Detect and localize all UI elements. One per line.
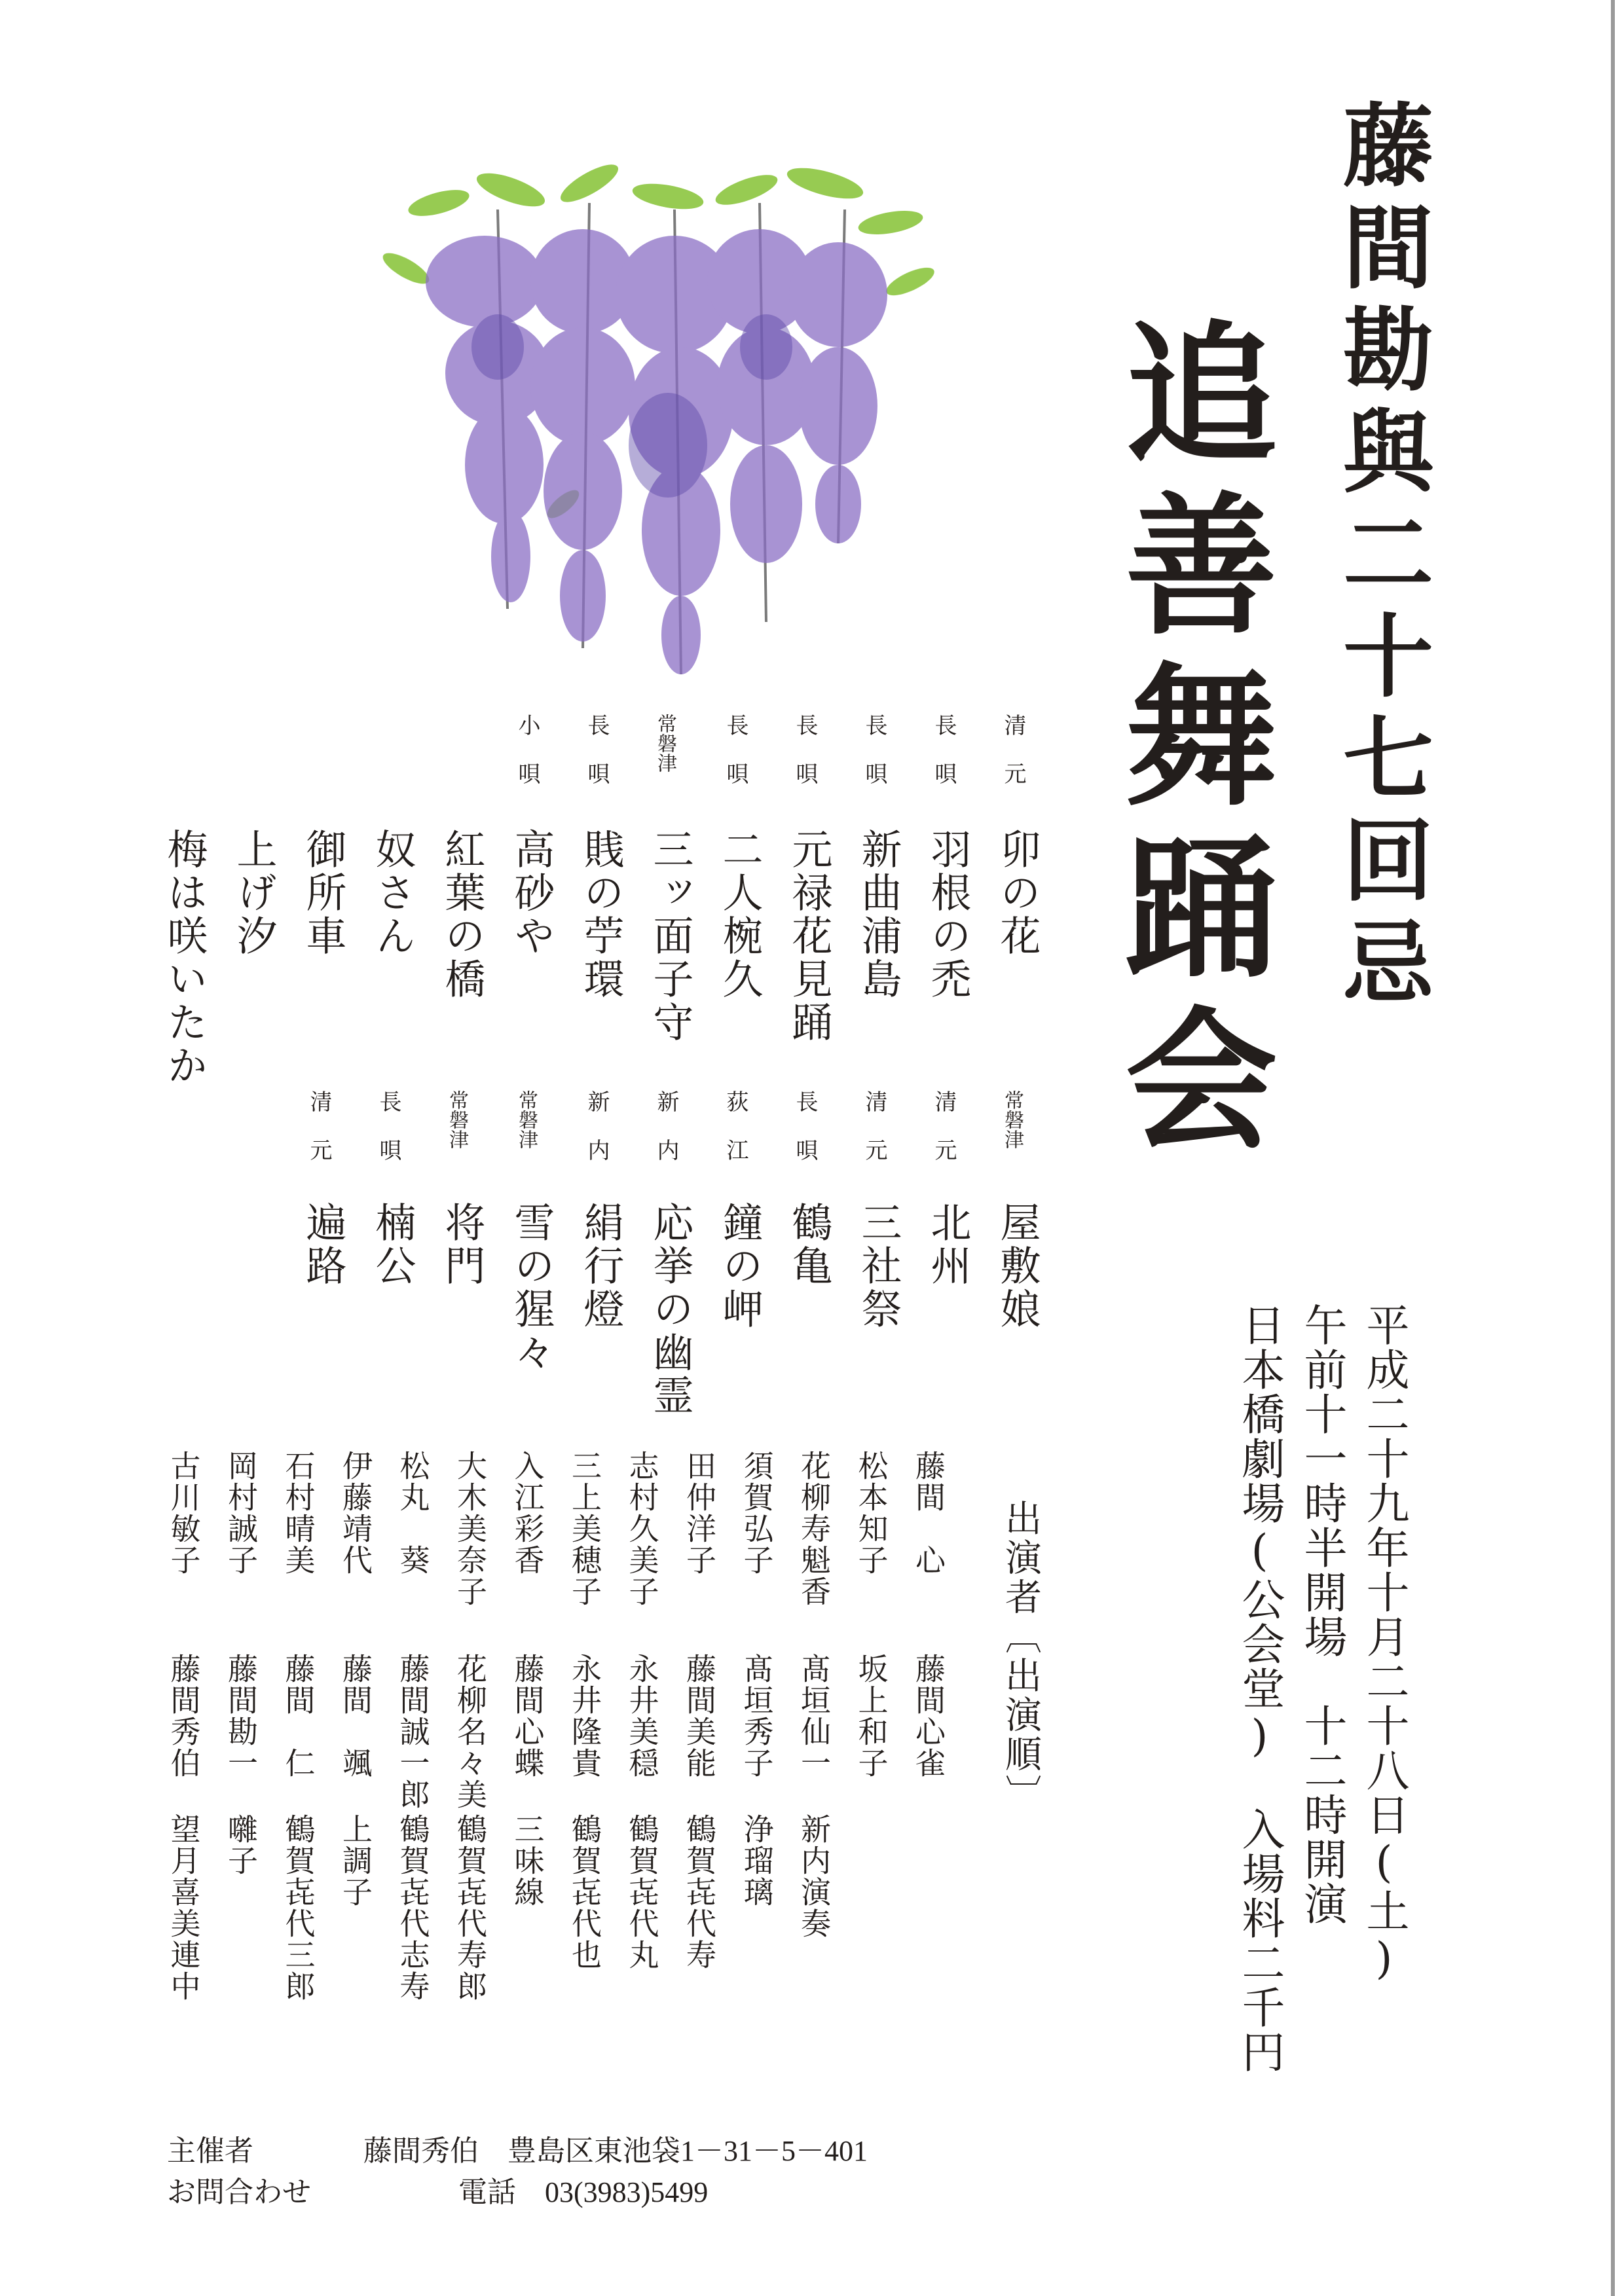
program-genre: 長唄 [375,1090,401,1187]
performer-name: 岡村誠子 [223,1450,259,1576]
performer-name: 新内演奏 [796,1813,832,1939]
performer-name: 浄瑠璃 [739,1813,775,1908]
program-genre: 荻江 [722,1090,748,1187]
performer-name: 田仲洋子 [682,1450,717,1576]
event-venue: 日本橋劇場(公会堂) 入場料二千円 [1234,1303,1285,2074]
program-title: 遍路 [299,1201,347,1288]
performer-name: 大木美奈子 [452,1450,488,1607]
performer-name: 鶴賀㐂代丸 [624,1813,660,1971]
program-genre: 小唄 [514,714,540,811]
page-edge-line [1611,0,1615,2296]
program-genre: 清元 [931,1090,957,1187]
program-genre: 常磐津 [445,1090,468,1149]
performer-name: 三味線 [509,1813,545,1908]
performer-name: 須賀弘子 [739,1450,775,1576]
performer-name: 鶴賀㐂代志寿 [395,1813,431,2002]
program-genre: 常磐津 [515,1090,538,1149]
program-title: 賎の苧環 [577,828,625,1001]
program-title: 羽根の禿 [924,828,972,1001]
program-title: 梅は咲いたか [160,828,208,1087]
performer-name: 鶴賀㐂代寿郎 [452,1813,488,2002]
performer-name: 三上美穂子 [567,1450,602,1607]
footer-organizer-label: 主催者 [167,2135,253,2167]
footer-contact-label: お問合わせ [167,2176,311,2208]
performer-name: 髙垣仙一 [796,1653,832,1779]
program-title: 鶴亀 [785,1201,833,1288]
performer-name: 藤間美能 [682,1653,717,1779]
performer-name: 藤間 仁 [280,1653,316,1779]
program-title: 楠公 [369,1201,416,1288]
performer-name: 藤間心雀 [911,1653,946,1779]
title-memorial: 藤間勘與二十七回忌 [1328,98,1435,1017]
program-genre: 新内 [583,1090,610,1187]
program-genre: 長唄 [931,714,957,811]
performer-name: 藤間秀伯 [166,1653,202,1779]
performer-name: 松丸 葵 [395,1450,431,1576]
performer-name: 花柳寿魁香 [796,1450,832,1607]
performer-name: 囃子 [223,1813,259,1876]
performer-name: 石村晴美 [280,1450,316,1576]
program-genre: 清元 [1000,714,1026,811]
title-event: 追善舞踊会 [1100,314,1279,1172]
performer-name: 伊藤靖代 [338,1450,373,1576]
performer-name: 鶴賀㐂代也 [567,1813,602,1971]
program-title: 新曲浦島 [855,828,902,1001]
footer-contact: 電話 03(3983)5499 [458,2176,709,2208]
performer-name: 鶴賀㐂代三郎 [280,1813,316,2002]
program-title: 元禄花見踊 [785,828,833,1044]
program-genre: 長唄 [792,1090,818,1187]
program-genre: 長唄 [583,714,610,811]
performer-name: 上調子 [338,1813,373,1908]
program-genre: 常磐津 [1001,1090,1024,1149]
performer-name: 鶴賀㐂代寿 [682,1813,717,1971]
program-title: 鐘の岬 [716,1201,764,1331]
performer-name: 望月喜美連中 [166,1813,202,2002]
program-title: 紅葉の橋 [438,828,486,1001]
program-genre: 長唄 [722,714,748,811]
performer-name: 藤間 颯 [338,1653,373,1779]
program-title: 二人椀久 [716,828,764,1001]
performer-name: 古川敏子 [166,1450,202,1576]
program-title: 上げ汐 [230,828,278,958]
program-title: 御所車 [299,828,347,958]
program-genre: 長唄 [792,714,818,811]
performer-name: 志村久美子 [624,1450,660,1607]
program-title: 屋敷娘 [993,1201,1041,1331]
event-date: 平成二十九年十月二十八日(土) [1359,1303,1409,1985]
performer-name: 松本知子 [853,1450,889,1576]
footer-organizer: 藤間秀伯 豊島区東池袋1－31－5－401 [363,2135,868,2167]
program-title: 奴さん [369,828,416,958]
performer-name: 藤間 心 [911,1450,946,1576]
program-genre: 清元 [306,1090,332,1187]
performer-name: 髙垣秀子 [739,1653,775,1779]
event-times: 午前十一時半開場 十二時開演 [1297,1303,1347,1926]
program-title: 将門 [438,1201,486,1288]
performer-name: 入江彩香 [509,1450,545,1576]
program-title: 三ッ面子守 [646,828,694,1044]
performer-name: 花柳名々美 [452,1653,488,1810]
performer-name: 藤間誠一郎 [395,1653,431,1810]
program-title: 北州 [924,1201,972,1288]
performers-heading: 出演者〔出演順〕 [999,1499,1042,1813]
program-title: 高砂や [507,828,555,958]
program-title: 卯の花 [993,828,1041,958]
performer-name: 藤間勘一 [223,1653,259,1779]
performer-name: 藤間心蝶 [509,1653,545,1779]
wisteria-illustration [367,151,969,694]
program-title: 絹行燈 [577,1201,625,1331]
program-title: 雪の猩々 [507,1201,555,1374]
program-title: 応挙の幽霊 [646,1201,694,1417]
program-genre: 長唄 [861,714,887,811]
performer-name: 永井隆貴 [567,1653,602,1779]
performer-name: 永井美穏 [624,1653,660,1779]
program-title: 三社祭 [855,1201,902,1331]
performer-name: 坂上和子 [853,1653,889,1779]
program-genre: 清元 [861,1090,887,1187]
program-genre: 常磐津 [654,714,676,773]
program-genre: 新内 [653,1090,679,1187]
